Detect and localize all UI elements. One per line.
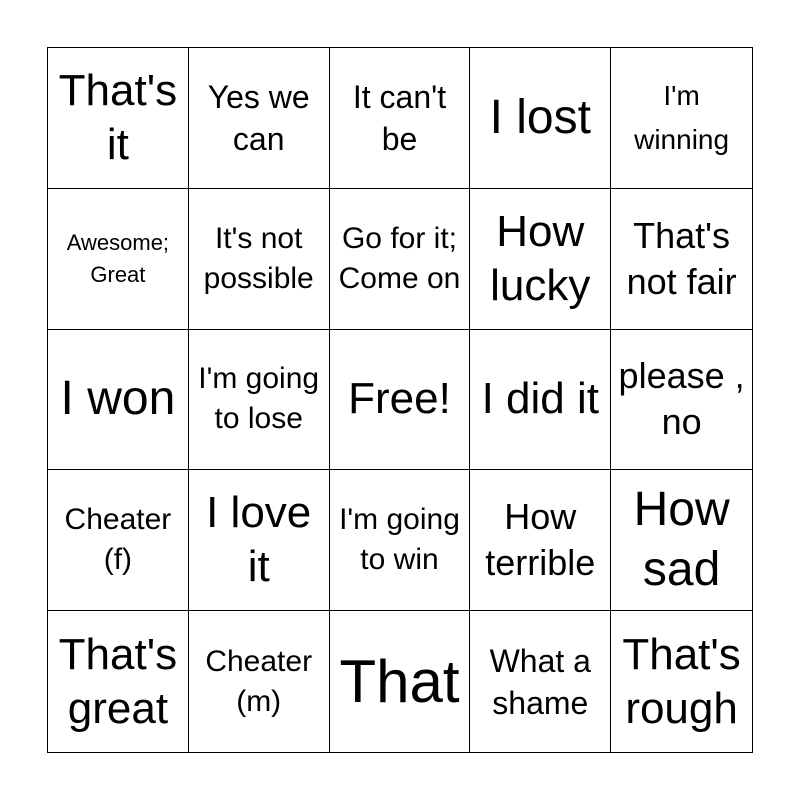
cell-text: How lucky: [490, 206, 591, 310]
bingo-cell[interactable]: [470, 189, 611, 330]
cell-text: I'm going to lose: [198, 362, 320, 436]
cell-text: Cheater (f): [64, 503, 172, 577]
cell-text: It's not possible: [203, 221, 314, 295]
bingo-cell[interactable]: [330, 611, 471, 752]
bingo-cell[interactable]: [330, 470, 471, 611]
cell-text: That's it: [58, 65, 178, 169]
bingo-board: [47, 47, 753, 753]
cell-text: I'm going to win: [339, 503, 460, 577]
cell-text: That's great: [58, 629, 178, 733]
bingo-cell[interactable]: [189, 611, 330, 752]
bingo-cell[interactable]: [470, 470, 611, 611]
cell-text: What a shame: [489, 642, 591, 721]
free-space-cell[interactable]: [330, 330, 471, 471]
bingo-cell[interactable]: [48, 611, 189, 752]
bingo-cell[interactable]: [611, 189, 752, 330]
bingo-cell[interactable]: [48, 470, 189, 611]
bingo-cell[interactable]: [48, 48, 189, 189]
bingo-cell[interactable]: [470, 611, 611, 752]
cell-text: Yes we can: [207, 78, 310, 157]
bingo-cell[interactable]: [189, 330, 330, 471]
bingo-cell[interactable]: [189, 470, 330, 611]
cell-text: Free!: [348, 374, 451, 424]
bingo-cell[interactable]: [611, 48, 752, 189]
bingo-cell[interactable]: [611, 611, 752, 752]
bingo-cell[interactable]: [189, 189, 330, 330]
bingo-cell[interactable]: [470, 48, 611, 189]
cell-text: That's rough: [622, 629, 741, 733]
cell-text: That: [339, 647, 460, 715]
cell-text: I won: [60, 372, 176, 426]
cell-text: That's not fair: [626, 214, 737, 302]
bingo-cell[interactable]: [611, 330, 752, 471]
bingo-cell[interactable]: [611, 470, 752, 611]
bingo-cell[interactable]: [330, 189, 471, 330]
cell-text: please , no: [618, 355, 745, 443]
bingo-cell[interactable]: [48, 330, 189, 471]
cell-text: It can't be: [352, 78, 447, 157]
cell-text: I'm winning: [634, 79, 730, 155]
cell-text: Go for it; Come on: [338, 221, 461, 295]
bingo-cell[interactable]: [189, 48, 330, 189]
cell-text: How terrible: [485, 496, 596, 584]
bingo-cell[interactable]: [470, 330, 611, 471]
cell-text: I lost: [489, 90, 591, 144]
cell-text: Cheater (m): [205, 644, 313, 718]
bingo-cell[interactable]: [330, 48, 471, 189]
cell-text: I did it: [481, 374, 599, 424]
cell-text: Awesome; Great: [66, 229, 170, 287]
cell-text: How sad: [633, 483, 730, 597]
cell-text: I love it: [206, 488, 312, 592]
bingo-cell[interactable]: [48, 189, 189, 330]
